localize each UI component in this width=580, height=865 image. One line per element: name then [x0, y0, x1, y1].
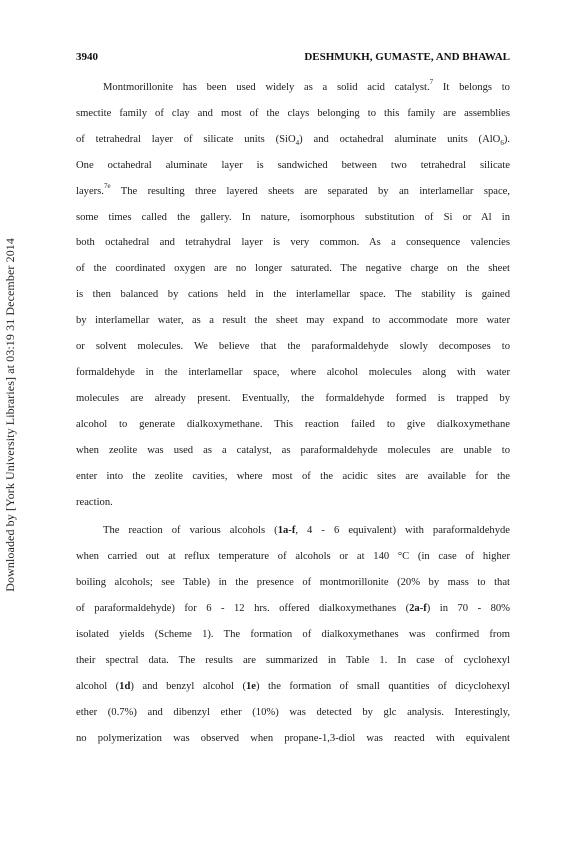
compound-ref: 2a-f: [409, 603, 427, 615]
text-line: Montmorillonite has been used widely as a solid acid catalyst.$^7$ It belongs to: [103, 78, 510, 93]
compound-ref: 1d: [119, 680, 131, 692]
text-line: of paraformaldehyde) for 6 - 12 hrs. offered dialkoxymethanes (2a-f) in 70 - 80%: [76, 603, 510, 615]
text-line: One octahedral aluminate layer is sandwiched between two tetrahedral silicate: [76, 159, 510, 171]
page-number: 3940: [76, 51, 98, 63]
citation-ref: 7: [429, 78, 434, 87]
text-line: both octahedral and tetrahydral layer is very common. As a consequence valencies: [76, 237, 510, 249]
text-line: when carried out at reflux temperature of alcohols or at 140 °C (in case of higher: [76, 551, 510, 563]
text-line: no polymerization was observed when propane-1,3-diol was reacted with equivalent: [76, 732, 510, 744]
text-line: alcohol (1d) and benzyl alcohol (1e) the formation of small quantities of dicyclohexyl: [76, 680, 510, 692]
text-line: The reaction of various alcohols (1a-f, 4 - 6 equivalent) with paraformaldehyde: [103, 525, 510, 537]
running-title: DESHMUKH, GUMASTE, AND BHAWAL: [304, 51, 510, 63]
text-line: reaction.: [76, 496, 113, 508]
text-line: ether (0.7%) and dibenzyl ether (10%) was detected by glc analysis. Interestingly,: [76, 706, 510, 718]
compound-ref: 1a-f: [277, 525, 296, 537]
text-line: layers.$^{7e}$ The resulting three layered sheets are separated by an interlamellar space,: [76, 182, 510, 197]
text-line: is then balanced by cations held in the interlamellar space. The stability is gained: [76, 289, 510, 301]
page-header: [76, 51, 510, 63]
text-line: boiling alcohols; see Table) in the presence of montmorillonite (20% by mass to that: [76, 577, 510, 589]
paragraph-1: [76, 75, 510, 515]
text-line: or solvent molecules. We believe that the paraformaldehyde slowly decomposes to: [76, 341, 510, 353]
download-watermark: Downloaded by [York University Libraries] at 03:19 31 December 2014: [3, 238, 17, 592]
text-line: of the coordinated oxygen are no longer saturated. The negative charge on the sheet: [76, 263, 510, 275]
compound-ref: 1e: [246, 680, 256, 692]
text-line: their spectral data. The results are summarized in Table 1. In case of cyclohexyl: [76, 654, 510, 666]
text-line: by interlamellar water, as a result the sheet may expand to accommodate more water: [76, 315, 510, 327]
citation-ref: 7e: [103, 182, 111, 191]
text-line: of tetrahedral layer of silicate units (SiO$_4$) and octahedral aluminate units (AlO$_6$).: [76, 133, 510, 147]
text-line: molecules are already present. Eventually, the formaldehyde formed is trapped by: [76, 392, 510, 404]
article-body: [76, 75, 510, 752]
text-line: some times called the gallery. In nature, isomorphous substitution of Si or Al in: [76, 211, 510, 223]
text-line: enter into the zeolite cavities, where most of the acidic sites are available for the: [76, 470, 510, 482]
text-line: smectite family of clay and most of the clays belonging to this family are assemblies: [76, 107, 510, 119]
text-line: isolated yields (Scheme 1). The formation of dialkoxymethanes was confirmed from: [76, 629, 510, 641]
text-line: formaldehyde in the interlamellar space, where alcohol molecules along with water: [76, 366, 510, 378]
text-line: when zeolite was used as a catalyst, as paraformaldehyde molecules are unable to: [76, 444, 510, 456]
paragraph-2: [76, 518, 510, 751]
text-line: alcohol to generate dialkoxymethane. This reaction failed to give dialkoxymethane: [76, 418, 510, 430]
